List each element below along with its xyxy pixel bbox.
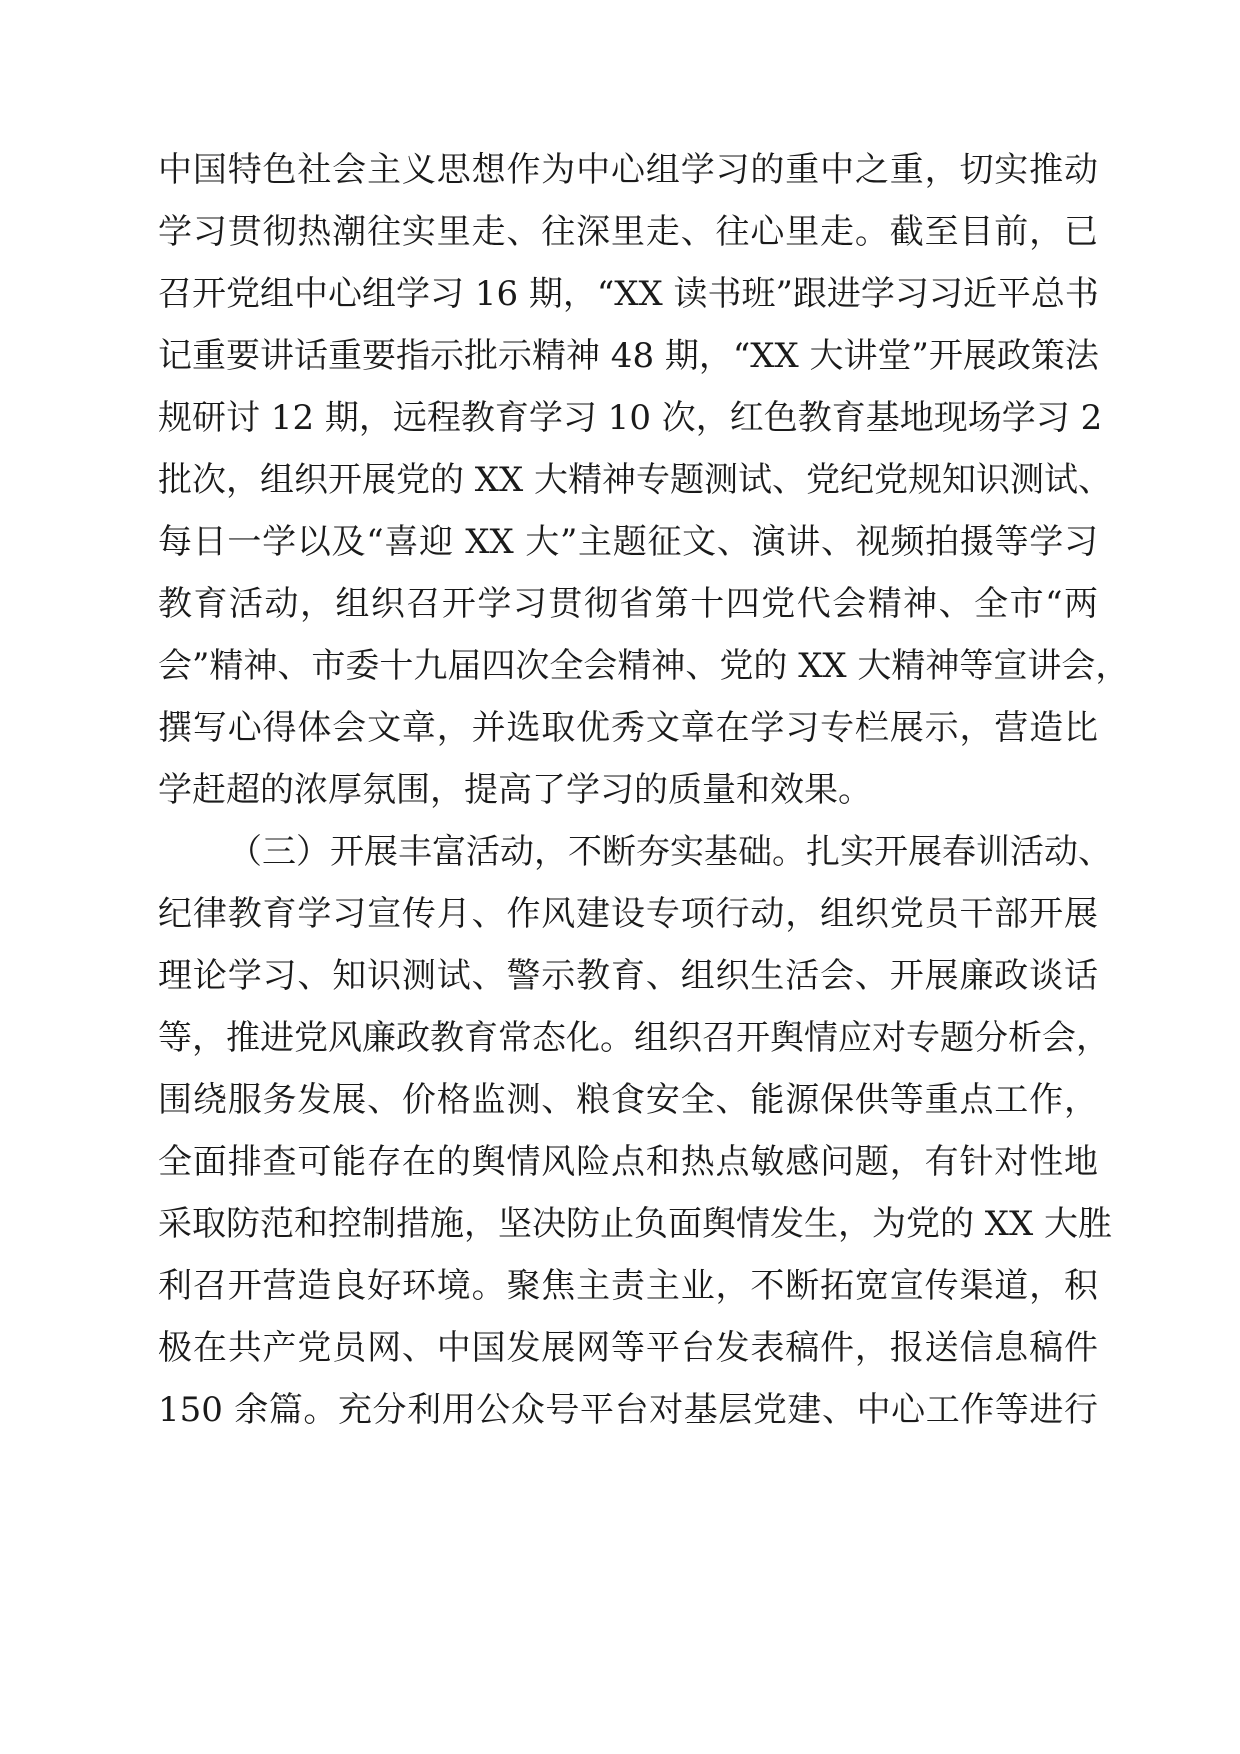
text-line: 中国特色社会主义思想作为中心组学习的重中之重，切实推动 bbox=[158, 150, 1098, 190]
text-line: 规研讨 12 期，远程教育学习 10 次，红色教育基地现场学习 2 bbox=[158, 398, 1103, 438]
text-line: 教育活动，组织召开学习贯彻省第十四党代会精神、全市“两 bbox=[158, 584, 1098, 624]
text-line: （三）开展丰富活动，不断夯实基础。扎实开展春训活动、 bbox=[228, 832, 1112, 872]
text-line: 会”精神、市委十九届四次全会精神、党的 XX 大精神等宣讲会， bbox=[158, 646, 1130, 686]
text-line: 极在共产党员网、中国发展网等平台发表稿件，报送信息稿件 bbox=[158, 1328, 1098, 1368]
text-line: 等，推进党风廉政教育常态化。组织召开舆情应对专题分析会， bbox=[158, 1018, 1110, 1058]
text-line: 学赶超的浓厚氛围，提高了学习的质量和效果。 bbox=[158, 770, 872, 810]
text-line: 记重要讲话重要指示批示精神 48 期，“XX 大讲堂”开展政策法 bbox=[158, 336, 1099, 376]
text-line: 采取防范和控制措施，坚决防止负面舆情发生，为党的 XX 大胜 bbox=[158, 1204, 1113, 1244]
text-line: 学习贯彻热潮往实里走、往深里走、往心里走。截至目前，已 bbox=[158, 212, 1098, 252]
text-line: 每日一学以及“喜迎 XX 大”主题征文、演讲、视频拍摄等学习 bbox=[158, 522, 1098, 562]
text-line: 理论学习、知识测试、警示教育、组织生活会、开展廉政谈话 bbox=[158, 956, 1098, 996]
text-line: 全面排查可能存在的舆情风险点和热点敏感问题，有针对性地 bbox=[158, 1142, 1098, 1182]
text-line: 150 余篇。充分利用公众号平台对基层党建、中心工作等进行 bbox=[158, 1390, 1098, 1430]
text-line: 批次，组织开展党的 XX 大精神专题测试、党纪党规知识测试、 bbox=[158, 460, 1113, 500]
text-line: 纪律教育学习宣传月、作风建设专项行动，组织党员干部开展 bbox=[158, 894, 1098, 934]
text-line: 围绕服务发展、价格监测、粮食安全、能源保供等重点工作， bbox=[158, 1080, 1098, 1120]
text-line: 利召开营造良好环境。聚焦主责主业，不断拓宽宣传渠道，积 bbox=[158, 1266, 1098, 1306]
text-line: 撰写心得体会文章，并选取优秀文章在学习专栏展示，营造比 bbox=[158, 708, 1098, 748]
text-line: 召开党组中心组学习 16 期，“XX 读书班”跟进学习习近平总书 bbox=[158, 274, 1099, 314]
